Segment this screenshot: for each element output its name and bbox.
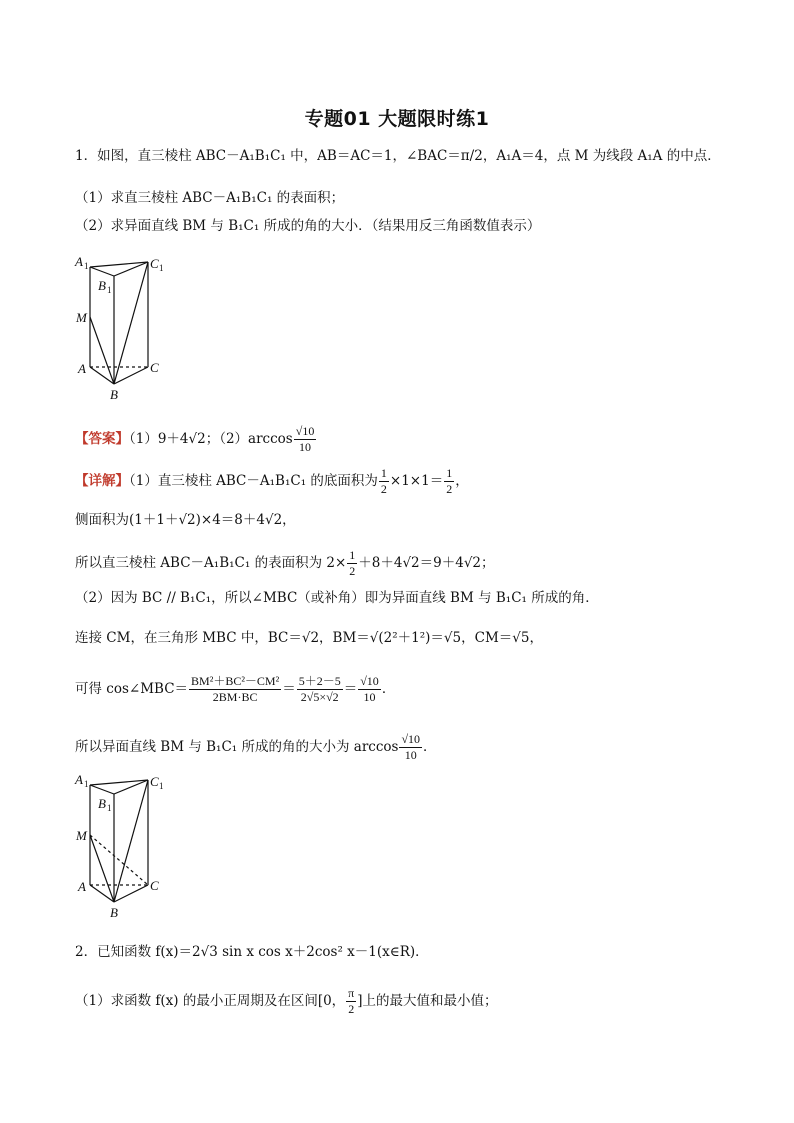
- detail-line-6: 可得 cos∠MBC＝ $\frac{\text{BM²＋BC²－CM²}}{2BM\cdot BC}$ ＝ $\frac{5+2-5}{2√5\times√2}$ ＝ $\frac{√10}{10}$ ．: [75, 674, 396, 704]
- svg-text:1: 1: [159, 263, 164, 273]
- detail-line-3: 所以直三棱柱 ABC－A₁B₁C₁ 的表面积为 2× $\frac{1}{2}$ ＋8＋4√2＝9＋4√2；: [75, 548, 495, 578]
- answer-fraction: $\frac{√10}{10}$: [295, 424, 315, 454]
- q2-stem: 2．已知函数 f(x)＝2√3 sin x cos x＋2cos² x－1(x∈R)．: [75, 944, 429, 960]
- answer-part1: （1）9＋4√2；: [129, 431, 220, 447]
- q1-part2: （2）求异面直线 BM 与 B₁C₁ 所成的角的大小．（结果用反三角函数值表示）: [75, 218, 541, 234]
- segment-bm: [90, 317, 114, 384]
- q2-part1: （1）求函数 f(x) 的最小正周期及在区间[0， $\frac{\pi}{2}$ ]上的最大值和最小值；: [75, 986, 498, 1016]
- label-c1: C: [150, 774, 159, 789]
- detail-half-fraction-1: $\frac{1}{2}$: [380, 466, 387, 496]
- q1-stem: 1．如图，直三棱柱 ABC－A₁B₁C₁ 中，AB＝AC＝1，∠BAC＝π/2，A₁A＝4，点 M 为线段 A₁A 的中点．: [75, 148, 721, 164]
- answer-tag: 【答案】: [75, 431, 129, 447]
- label-m: M: [76, 310, 87, 325]
- detail-tag: 【详解】: [75, 473, 129, 489]
- cos-numeric-fraction: $\frac{5+2-5}{2√5\times√2}$: [298, 674, 341, 704]
- svg-text:1: 1: [107, 285, 112, 295]
- page-title: 专题01 大题限时练1: [304, 108, 490, 130]
- prism-figure-2: [70, 770, 180, 920]
- svg-text:1: 1: [159, 781, 164, 791]
- cos-result-fraction: $\frac{√10}{10}$: [360, 674, 379, 704]
- label-m: M: [76, 828, 87, 843]
- q1-part1: （1）求直三棱柱 ABC－A₁B₁C₁ 的表面积；: [75, 190, 345, 206]
- cos-formula-fraction: $\frac{\text{BM²＋BC²－CM²}}{2BM\cdot BC}$: [191, 674, 280, 704]
- svg-text:1: 1: [107, 803, 112, 813]
- edge-bc: [114, 367, 148, 384]
- label-b1: B: [98, 278, 106, 293]
- label-b1: B: [98, 796, 106, 811]
- detail-line-5: 连接 CM，在三角形 MBC 中，BC＝√2，BM＝√(2²＋1²)＝√5，CM＝√5，: [75, 630, 543, 646]
- detail-half-fraction-3: $\frac{1}{2}$: [349, 548, 356, 578]
- prism-figure-1: [70, 252, 180, 402]
- q2-interval-fraction: $\frac{\pi}{2}$: [348, 986, 355, 1016]
- segment-bc1: [114, 262, 148, 384]
- label-b: B: [110, 387, 118, 402]
- label-c: C: [150, 878, 159, 893]
- final-angle-fraction: $\frac{√10}{10}$: [401, 732, 421, 762]
- detail-line-2: 侧面积为(1＋1＋√2)×4＝8＋4√2，: [75, 512, 296, 528]
- edge-a1c1: [90, 262, 148, 267]
- detail-half-fraction-2: $\frac{1}{2}$: [446, 466, 453, 496]
- detail-line-1: 【详解】（1）直三棱柱 ABC－A₁B₁C₁ 的底面积为 $\frac{1}{2}$ ×1×1＝ $\frac{1}{2}$ ，: [75, 466, 469, 496]
- label-c: C: [150, 360, 159, 375]
- label-a1: A: [75, 772, 83, 787]
- answer-part2-prefix: （2）arccos: [219, 431, 293, 447]
- label-a: A: [78, 361, 86, 376]
- answer-line: [75, 424, 317, 455]
- label-c1: C: [150, 256, 159, 271]
- detail-line-4: （2）因为 BC // B₁C₁，所以∠MBC（或补角）即为异面直线 BM 与 B₁C₁ 所成的角．: [75, 590, 599, 606]
- label-a1: A: [75, 254, 83, 269]
- label-b: B: [110, 905, 118, 920]
- edge-a1b1: [90, 267, 114, 276]
- svg-text:1: 1: [84, 779, 89, 789]
- detail-line-7: 所以异面直线 BM 与 B₁C₁ 所成的角的大小为 arccos $\frac{√10}{10}$ ．: [75, 732, 437, 762]
- label-a: A: [78, 879, 86, 894]
- svg-text:1: 1: [84, 261, 89, 271]
